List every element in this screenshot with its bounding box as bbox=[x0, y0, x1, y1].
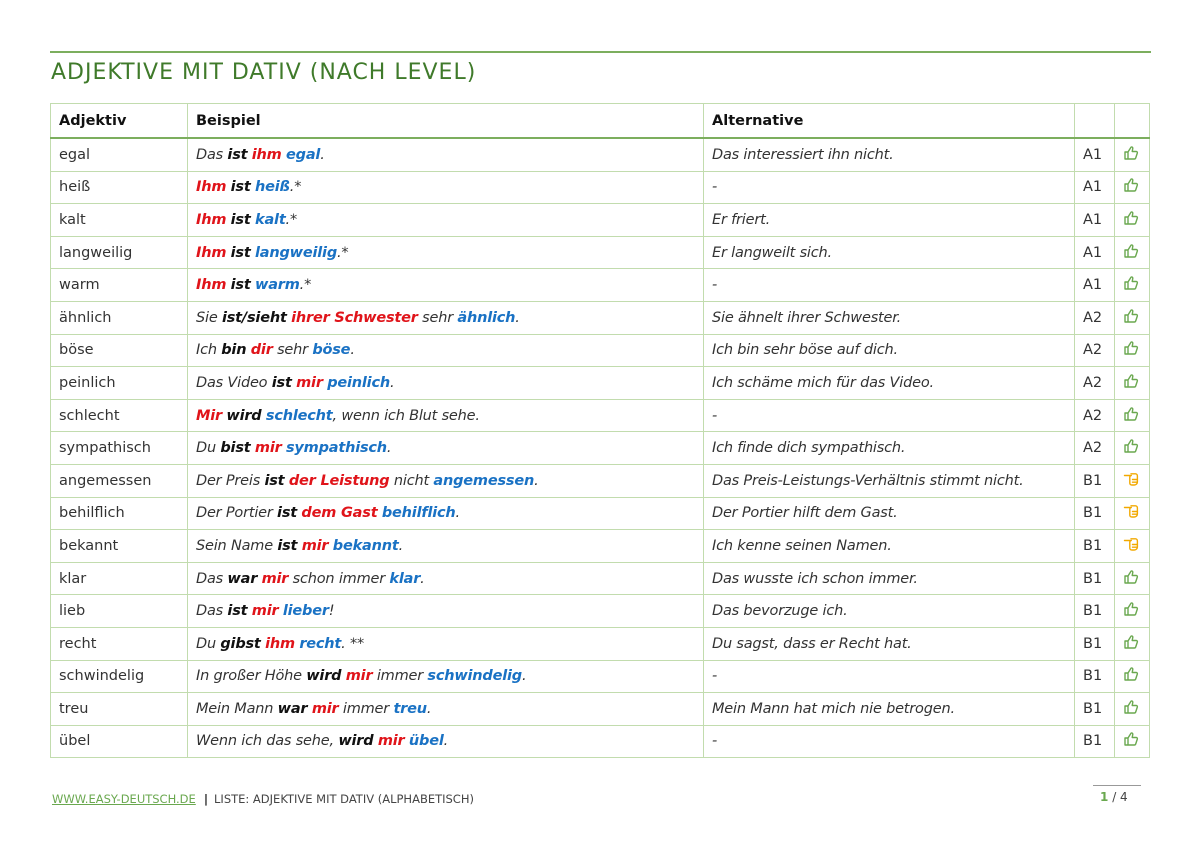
pointing-hand-icon bbox=[1123, 536, 1139, 556]
cell-alternative: Ich finde dich sympathisch. bbox=[704, 432, 1075, 465]
cell-alternative: - bbox=[704, 725, 1075, 758]
cell-example bbox=[188, 171, 704, 204]
cell-alternative: Du sagst, dass er Recht hat. bbox=[704, 627, 1075, 660]
cell-example bbox=[188, 562, 704, 595]
cell-level: B1 bbox=[1075, 627, 1115, 660]
example-text: immer bbox=[372, 668, 428, 685]
cell-example bbox=[188, 693, 704, 726]
header-level bbox=[1075, 104, 1115, 139]
cell-icon bbox=[1115, 204, 1150, 237]
thumbs-up-icon bbox=[1123, 406, 1139, 426]
thumbs-up-icon bbox=[1123, 243, 1139, 263]
example-verb: bist bbox=[220, 440, 251, 457]
example-dative-object: dir bbox=[250, 342, 273, 359]
example-adjective: heiß bbox=[255, 179, 290, 196]
example-dative-object: Ihm bbox=[196, 179, 227, 196]
example-text: Ich bbox=[196, 342, 222, 359]
cell-level: A1 bbox=[1075, 138, 1115, 171]
thumbs-up-icon bbox=[1123, 699, 1139, 719]
cell-alternative: Das bevorzuge ich. bbox=[704, 595, 1075, 628]
cell-level: A2 bbox=[1075, 301, 1115, 334]
example-adjective: bekannt bbox=[332, 537, 399, 554]
cell-example bbox=[188, 595, 704, 628]
example-verb: bin bbox=[221, 342, 247, 359]
cell-level: A2 bbox=[1075, 432, 1115, 465]
cell-level: B1 bbox=[1075, 660, 1115, 693]
example-text: .* bbox=[285, 211, 298, 228]
example-text: . bbox=[455, 505, 460, 522]
example-verb: ist bbox=[277, 537, 298, 554]
cell-alternative: - bbox=[704, 399, 1075, 432]
cell-alternative: Der Portier hilft dem Gast. bbox=[704, 497, 1075, 530]
cell-icon bbox=[1115, 236, 1150, 269]
cell-icon bbox=[1115, 269, 1150, 302]
table-row bbox=[51, 269, 1150, 302]
example-adjective: warm bbox=[255, 277, 300, 294]
cell-adjective: kalt bbox=[51, 204, 188, 237]
cell-adjective: lieb bbox=[51, 595, 188, 628]
pointing-hand-icon bbox=[1123, 471, 1139, 491]
cell-level: A1 bbox=[1075, 236, 1115, 269]
cell-icon bbox=[1115, 138, 1150, 171]
table-row bbox=[51, 595, 1150, 628]
cell-icon bbox=[1115, 562, 1150, 595]
cell-icon bbox=[1115, 464, 1150, 497]
example-verb: ist bbox=[230, 277, 251, 294]
cell-adjective: heiß bbox=[51, 171, 188, 204]
cell-example bbox=[188, 301, 704, 334]
table-header-row bbox=[51, 104, 1150, 139]
cell-icon bbox=[1115, 725, 1150, 758]
example-text: . bbox=[320, 146, 325, 163]
example-verb: ist bbox=[227, 146, 248, 163]
cell-example bbox=[188, 204, 704, 237]
example-verb: ist bbox=[264, 472, 285, 489]
example-adjective: treu bbox=[393, 700, 427, 717]
thumbs-up-icon bbox=[1123, 601, 1139, 621]
cell-adjective: egal bbox=[51, 138, 188, 171]
cell-icon bbox=[1115, 693, 1150, 726]
example-dative-object: mir bbox=[261, 570, 289, 587]
example-text: Du bbox=[196, 440, 221, 457]
example-text: Du bbox=[196, 635, 221, 652]
cell-icon bbox=[1115, 595, 1150, 628]
thumbs-up-icon bbox=[1123, 275, 1139, 295]
cell-alternative: Mein Mann hat mich nie betrogen. bbox=[704, 693, 1075, 726]
example-text: ! bbox=[328, 603, 335, 620]
cell-adjective: bekannt bbox=[51, 530, 188, 563]
footer-separator: | bbox=[203, 792, 209, 806]
cell-icon bbox=[1115, 334, 1150, 367]
example-dative-object: mir bbox=[311, 700, 339, 717]
example-text: . bbox=[386, 440, 392, 457]
example-text: sehr bbox=[272, 342, 313, 359]
page-number bbox=[1100, 790, 1128, 804]
table-row bbox=[51, 334, 1150, 367]
cell-level: A1 bbox=[1075, 171, 1115, 204]
example-text: , wenn ich Blut sehe. bbox=[332, 407, 480, 424]
cell-level: A2 bbox=[1075, 399, 1115, 432]
example-text: Der Portier bbox=[196, 505, 278, 522]
example-text: . bbox=[515, 309, 520, 326]
example-text: Sein Name bbox=[196, 537, 278, 554]
cell-icon bbox=[1115, 627, 1150, 660]
example-text: Sie bbox=[196, 309, 222, 326]
cell-icon bbox=[1115, 530, 1150, 563]
cell-level: B1 bbox=[1075, 497, 1115, 530]
cell-example bbox=[188, 725, 704, 758]
cell-alternative: Er langweilt sich. bbox=[704, 236, 1075, 269]
page-title: ADJEKTIVE MIT DATIV (NACH LEVEL) bbox=[51, 60, 477, 85]
header-alternative: Alternative bbox=[704, 104, 1075, 139]
example-dative-object: dem Gast bbox=[301, 505, 378, 522]
cell-example bbox=[188, 432, 704, 465]
thumbs-up-icon bbox=[1123, 731, 1139, 751]
top-divider bbox=[50, 51, 1151, 53]
thumbs-up-icon bbox=[1123, 634, 1139, 654]
thumbs-up-icon bbox=[1123, 340, 1139, 360]
cell-icon bbox=[1115, 399, 1150, 432]
example-text: Der Preis bbox=[196, 472, 265, 489]
example-adjective: lieber bbox=[282, 603, 329, 620]
cell-alternative: Sie ähnelt ihrer Schwester. bbox=[704, 301, 1075, 334]
example-text: . bbox=[420, 570, 425, 587]
cell-alternative: Das wusste ich schon immer. bbox=[704, 562, 1075, 595]
cell-alternative: - bbox=[704, 660, 1075, 693]
cell-icon bbox=[1115, 660, 1150, 693]
example-dative-object: Ihm bbox=[196, 277, 227, 294]
cell-alternative: Das interessiert ihn nicht. bbox=[704, 138, 1075, 171]
cell-level: A2 bbox=[1075, 334, 1115, 367]
example-text: . bbox=[389, 374, 395, 391]
footer-list-title: LISTE: ADJEKTIVE MIT DATIV (ALPHABETISCH) bbox=[214, 792, 474, 806]
table-row bbox=[51, 660, 1150, 693]
cell-adjective: peinlich bbox=[51, 367, 188, 400]
cell-level: B1 bbox=[1075, 530, 1115, 563]
cell-adjective: schlecht bbox=[51, 399, 188, 432]
example-dative-object: mir bbox=[251, 603, 279, 620]
footer bbox=[52, 792, 474, 806]
thumbs-up-icon bbox=[1123, 438, 1139, 458]
cell-icon bbox=[1115, 367, 1150, 400]
example-dative-object: ihrer Schwester bbox=[291, 309, 418, 326]
table-row bbox=[51, 627, 1150, 660]
example-adjective: peinlich bbox=[327, 374, 390, 391]
cell-adjective: schwindelig bbox=[51, 660, 188, 693]
cell-example bbox=[188, 367, 704, 400]
table-row bbox=[51, 464, 1150, 497]
cell-example bbox=[188, 236, 704, 269]
example-dative-object: Mir bbox=[196, 407, 222, 424]
example-text: Wenn ich das sehe, bbox=[196, 733, 339, 750]
example-dative-object: der Leistung bbox=[288, 472, 390, 489]
cell-icon bbox=[1115, 497, 1150, 530]
cell-adjective: böse bbox=[51, 334, 188, 367]
page-total: / 4 bbox=[1112, 790, 1128, 804]
example-verb: ist bbox=[230, 211, 251, 228]
example-text: .* bbox=[289, 179, 302, 196]
example-verb: war bbox=[227, 570, 258, 587]
example-text: Mein Mann bbox=[196, 700, 278, 717]
cell-example bbox=[188, 399, 704, 432]
example-text: sehr bbox=[417, 309, 458, 326]
example-dative-object: mir bbox=[377, 733, 405, 750]
table-row bbox=[51, 432, 1150, 465]
table-row bbox=[51, 236, 1150, 269]
example-adjective: schwindelig bbox=[427, 668, 522, 685]
table-row bbox=[51, 301, 1150, 334]
example-verb: ist bbox=[230, 179, 251, 196]
example-dative-object: mir bbox=[296, 374, 323, 391]
cell-level: B1 bbox=[1075, 693, 1115, 726]
cell-example bbox=[188, 497, 704, 530]
example-adjective: recht bbox=[299, 635, 342, 652]
cell-example bbox=[188, 269, 704, 302]
table-row bbox=[51, 399, 1150, 432]
cell-adjective: warm bbox=[51, 269, 188, 302]
table-row bbox=[51, 204, 1150, 237]
cell-icon bbox=[1115, 171, 1150, 204]
example-dative-object: ihm bbox=[265, 635, 295, 652]
example-adjective: klar bbox=[389, 570, 421, 587]
cell-example bbox=[188, 334, 704, 367]
example-dative-object: mir bbox=[301, 537, 329, 554]
example-adjective: behilflich bbox=[381, 505, 456, 522]
example-text: . ** bbox=[341, 635, 365, 652]
example-text: . bbox=[443, 733, 449, 750]
cell-alternative: Ich kenne seinen Namen. bbox=[704, 530, 1075, 563]
example-text: In großer Höhe bbox=[196, 668, 307, 685]
example-verb: ist bbox=[277, 505, 297, 522]
thumbs-up-icon bbox=[1123, 308, 1139, 328]
example-adjective: egal bbox=[286, 146, 321, 163]
cell-icon bbox=[1115, 432, 1150, 465]
cell-icon bbox=[1115, 301, 1150, 334]
cell-alternative: Das Preis-Leistungs-Verhältnis stimmt nicht. bbox=[704, 464, 1075, 497]
pointing-hand-icon bbox=[1123, 503, 1139, 523]
example-text: schon immer bbox=[288, 570, 390, 587]
example-adjective: langweilig bbox=[255, 244, 337, 261]
cell-adjective: langweilig bbox=[51, 236, 188, 269]
cell-level: B1 bbox=[1075, 595, 1115, 628]
example-verb: wird bbox=[338, 733, 374, 750]
example-adjective: angemessen bbox=[433, 472, 535, 489]
table-row bbox=[51, 530, 1150, 563]
cell-alternative: Er friert. bbox=[704, 204, 1075, 237]
thumbs-up-icon bbox=[1123, 666, 1139, 686]
thumbs-up-icon bbox=[1123, 145, 1139, 165]
cell-adjective: angemessen bbox=[51, 464, 188, 497]
thumbs-up-icon bbox=[1123, 177, 1139, 197]
example-text: Das bbox=[196, 570, 228, 587]
cell-level: A1 bbox=[1075, 269, 1115, 302]
header-adjective: Adjektiv bbox=[51, 104, 188, 139]
example-text: immer bbox=[338, 700, 394, 717]
cell-example bbox=[188, 627, 704, 660]
example-dative-object: Ihm bbox=[196, 244, 227, 261]
table-body bbox=[51, 138, 1150, 758]
cell-adjective: recht bbox=[51, 627, 188, 660]
cell-alternative: Ich schäme mich für das Video. bbox=[704, 367, 1075, 400]
example-text: . bbox=[521, 668, 527, 685]
cell-example bbox=[188, 138, 704, 171]
table-row bbox=[51, 171, 1150, 204]
cell-adjective: ähnlich bbox=[51, 301, 188, 334]
table-row bbox=[51, 367, 1150, 400]
example-text: nicht bbox=[389, 472, 434, 489]
cell-level: B1 bbox=[1075, 562, 1115, 595]
example-verb: ist/sieht bbox=[221, 309, 287, 326]
example-verb: ist bbox=[230, 244, 251, 261]
footer-divider bbox=[1093, 785, 1141, 786]
table-row bbox=[51, 693, 1150, 726]
thumbs-up-icon bbox=[1123, 373, 1139, 393]
example-text: Das Video bbox=[196, 374, 272, 391]
example-verb: ist bbox=[227, 603, 248, 620]
cell-level: B1 bbox=[1075, 464, 1115, 497]
example-adjective: schlecht bbox=[265, 407, 333, 424]
example-text: . bbox=[398, 537, 404, 554]
thumbs-up-icon bbox=[1123, 569, 1139, 589]
cell-example bbox=[188, 464, 704, 497]
example-text: . bbox=[350, 342, 355, 359]
example-text: . bbox=[534, 472, 539, 489]
example-dative-object: mir bbox=[254, 440, 282, 457]
example-verb: wird bbox=[226, 407, 262, 424]
example-verb: ist bbox=[271, 374, 292, 391]
example-text: .* bbox=[299, 277, 312, 294]
example-adjective: böse bbox=[312, 342, 351, 359]
table-row bbox=[51, 497, 1150, 530]
example-dative-object: Ihm bbox=[196, 211, 227, 228]
thumbs-up-icon bbox=[1123, 210, 1139, 230]
example-adjective: kalt bbox=[255, 211, 286, 228]
header-icon bbox=[1115, 104, 1150, 139]
cell-level: A2 bbox=[1075, 367, 1115, 400]
cell-example bbox=[188, 530, 704, 563]
cell-adjective: klar bbox=[51, 562, 188, 595]
example-dative-object: ihm bbox=[251, 146, 282, 163]
cell-alternative: - bbox=[704, 269, 1075, 302]
example-verb: wird bbox=[306, 668, 342, 685]
table-row bbox=[51, 138, 1150, 171]
cell-adjective: behilflich bbox=[51, 497, 188, 530]
adjective-table bbox=[50, 103, 1150, 758]
table-row bbox=[51, 725, 1150, 758]
example-adjective: übel bbox=[408, 733, 444, 750]
example-text: Das bbox=[196, 603, 228, 620]
example-verb: war bbox=[277, 700, 308, 717]
cell-adjective: übel bbox=[51, 725, 188, 758]
example-verb: gibst bbox=[220, 635, 261, 652]
cell-adjective: sympathisch bbox=[51, 432, 188, 465]
cell-example bbox=[188, 660, 704, 693]
cell-adjective: treu bbox=[51, 693, 188, 726]
table-row bbox=[51, 562, 1150, 595]
header-example: Beispiel bbox=[188, 104, 704, 139]
example-text: . bbox=[426, 700, 432, 717]
example-text: Das bbox=[196, 146, 228, 163]
example-adjective: ähnlich bbox=[457, 309, 516, 326]
footer-link[interactable]: WWW.EASY-DEUTSCH.DE bbox=[52, 792, 196, 806]
cell-alternative: Ich bin sehr böse auf dich. bbox=[704, 334, 1075, 367]
cell-alternative: - bbox=[704, 171, 1075, 204]
page-current: 1 bbox=[1100, 790, 1109, 804]
example-text: .* bbox=[337, 244, 349, 261]
cell-level: B1 bbox=[1075, 725, 1115, 758]
example-dative-object: mir bbox=[345, 668, 373, 685]
example-adjective: sympathisch bbox=[285, 440, 387, 457]
cell-level: A1 bbox=[1075, 204, 1115, 237]
